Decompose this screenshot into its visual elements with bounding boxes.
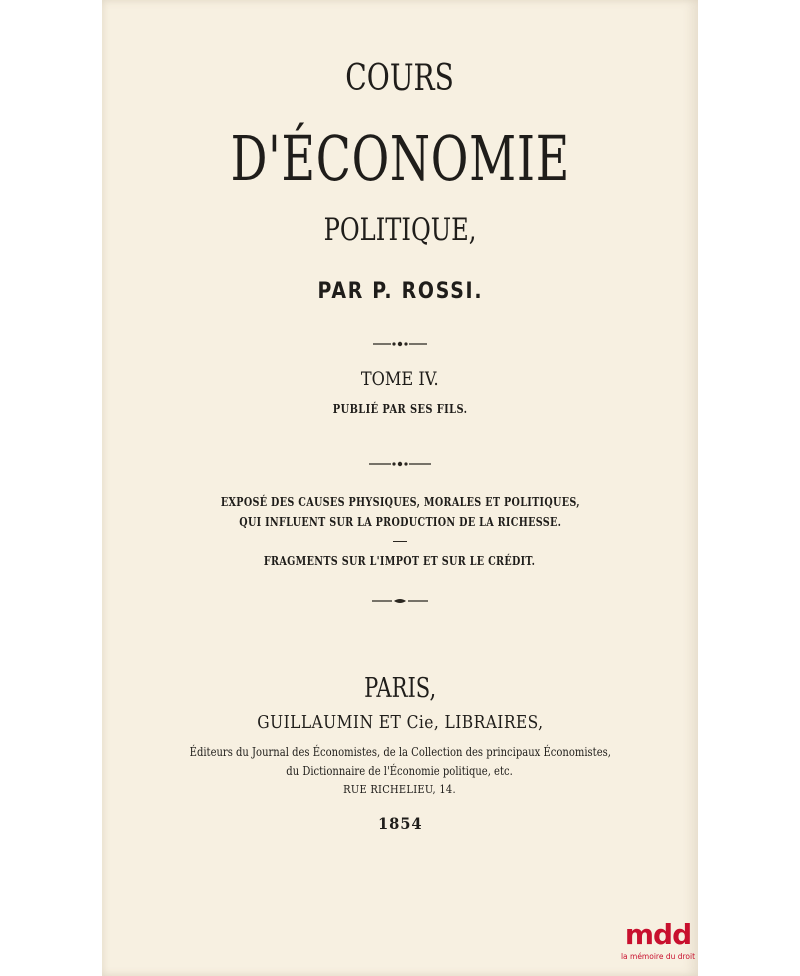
watermark-tagline: la mémoire du droit	[620, 952, 696, 961]
title-line-economie: D'ÉCONOMIE	[230, 122, 570, 195]
title-line-politique: POLITIQUE,	[323, 212, 477, 248]
ornament-divider-icon	[373, 340, 427, 348]
watermark-logo	[618, 920, 698, 976]
ornament-divider-icon	[372, 597, 428, 605]
published-by-line: PUBLIÉ PAR SES FILS.	[332, 402, 468, 416]
short-rule	[393, 541, 407, 542]
contents-line-3: FRAGMENTS SUR L'IMPOT ET SUR LE CRÉDIT.	[264, 554, 536, 568]
contents-line-2: QUI INFLUENT SUR LA PRODUCTION DE LA RICHESSE.	[238, 515, 562, 529]
contents-line-1: EXPOSÉ DES CAUSES PHYSIQUES, MORALES ET POLITIQUES,	[220, 495, 580, 509]
mdd-logo-icon: mdd	[624, 918, 692, 951]
editors-line-2: du Dictionnaire de l'Économie politique, etc.	[286, 763, 514, 778]
title-line-cours: COURS	[345, 58, 455, 99]
editors-line-1: Éditeurs du Journal des Économistes, de la Collection des principaux Économistes,	[189, 744, 611, 759]
author-line: PAR P. ROSSI.	[317, 279, 483, 304]
city-line: PARIS,	[363, 673, 437, 704]
ornament-divider-icon	[369, 460, 431, 468]
address-line: RUE RICHELIEU, 14.	[343, 782, 457, 796]
year-line: 1854	[377, 814, 423, 833]
volume-line: TOME IV.	[361, 368, 439, 390]
publisher-line: GUILLAUMIN ET Cie, LIBRAIRES,	[256, 712, 544, 733]
title-page	[102, 0, 698, 976]
